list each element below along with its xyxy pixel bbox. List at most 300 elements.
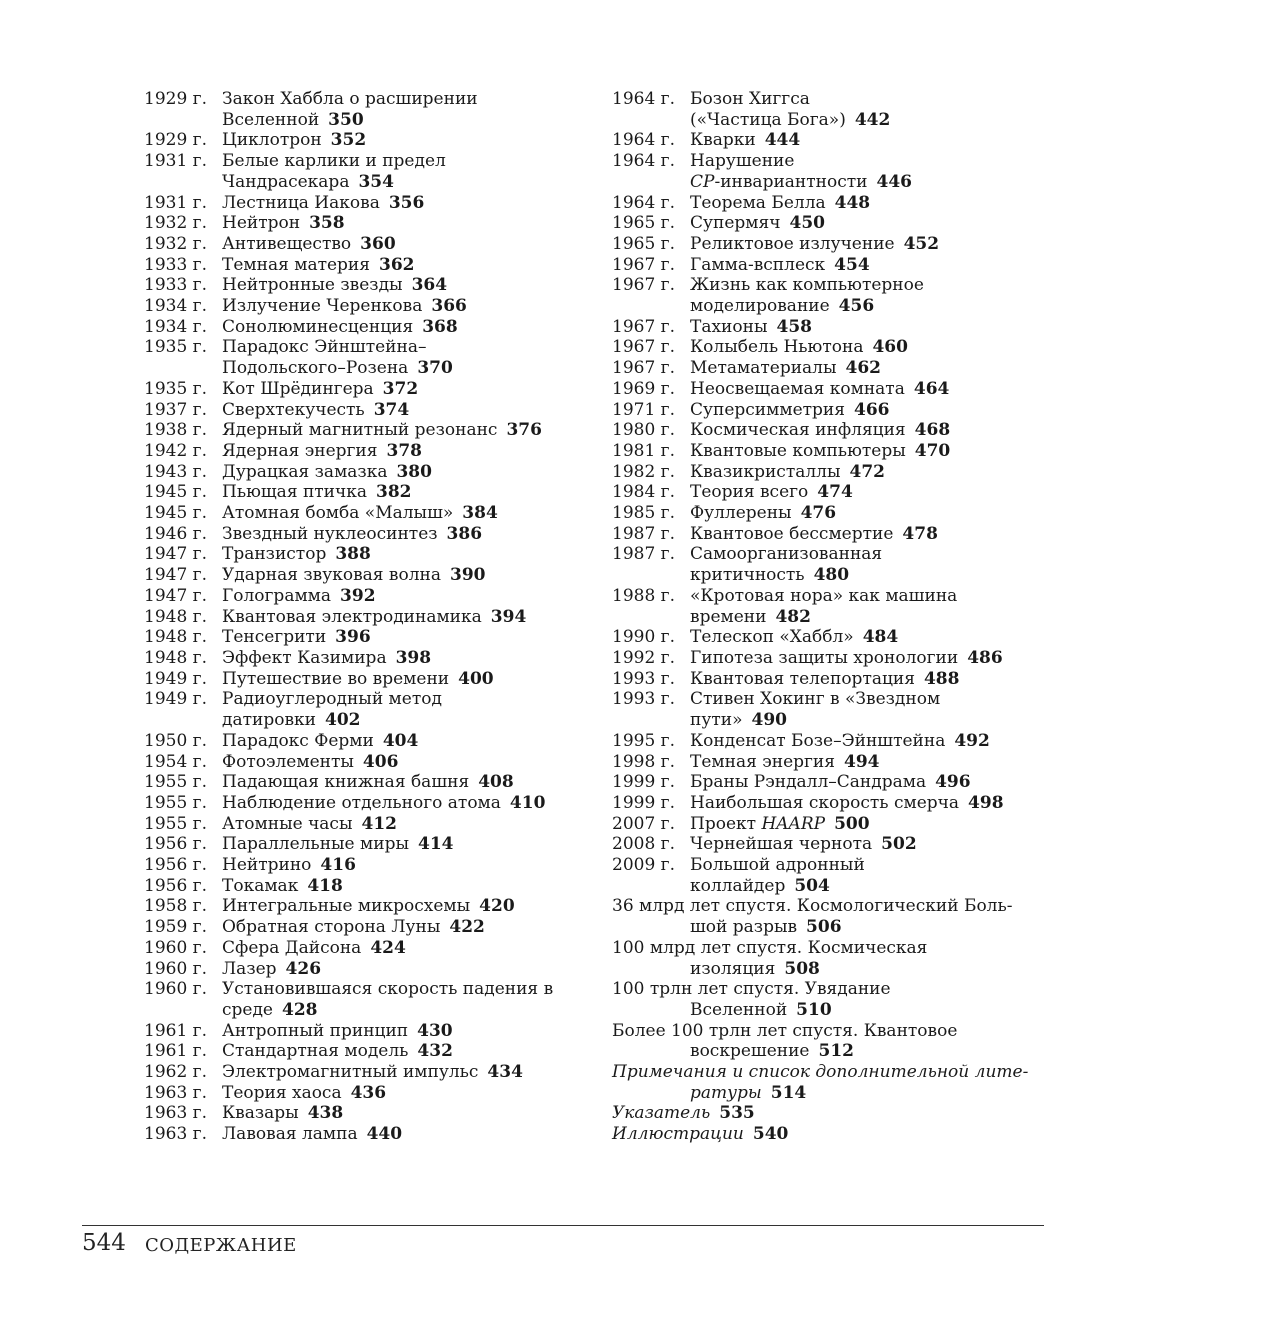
entry-page: 406 xyxy=(362,751,399,772)
entry-title-part: Нарушение xyxy=(690,151,795,172)
entry-page: 386 xyxy=(446,523,483,544)
footer-rule xyxy=(82,1225,1044,1226)
entry-title-block xyxy=(144,896,584,917)
entry-title-block xyxy=(612,482,1052,503)
entry-page: 418 xyxy=(307,875,343,896)
entry-page: 454 xyxy=(834,254,870,275)
toc-entry xyxy=(144,337,584,378)
toc-entry xyxy=(144,979,584,1020)
entry-title-block xyxy=(144,669,584,690)
entry-title: Звездный нуклеосинтез xyxy=(222,523,438,544)
entry-page: 438 xyxy=(307,1103,344,1124)
entry-title-block xyxy=(144,234,584,255)
entry-page: 398 xyxy=(395,647,432,668)
entry-title-block xyxy=(612,379,1052,400)
entry-title-block xyxy=(612,544,1052,585)
entry-page: 376 xyxy=(506,420,542,441)
entry-page: 360 xyxy=(360,233,396,254)
toc-entry xyxy=(144,296,584,317)
entry-page: 414 xyxy=(417,834,454,855)
entry-title: Стандартная модель xyxy=(222,1041,409,1062)
entry-title-block xyxy=(612,234,1052,255)
entry-title: Лавовая лампа xyxy=(222,1124,358,1145)
toc-entry xyxy=(144,607,584,628)
entry-title: Жизнь как компьютерное моделирование xyxy=(690,275,924,317)
entry-title: Более 100 трлн лет спустя. Квантовое воскрешение xyxy=(612,1020,958,1062)
entry-page: 535 xyxy=(719,1103,755,1124)
entry-page: 440 xyxy=(366,1124,403,1145)
entry-page: 402 xyxy=(324,710,361,731)
entry-year: 1971 г. xyxy=(612,399,675,420)
toc-entry xyxy=(612,462,1052,483)
entry-title-block xyxy=(144,1021,584,1042)
entry-year: 1981 г. xyxy=(612,440,675,461)
entry-year: 1943 г. xyxy=(144,461,207,482)
entry-title-block xyxy=(144,151,584,192)
entry-page: 466 xyxy=(853,399,890,420)
entry-year: 1947 г. xyxy=(144,565,207,586)
entry-title: Квазикристаллы xyxy=(690,461,841,482)
entry-page: 490 xyxy=(751,710,787,731)
entry-title: Квантовое бессмертие xyxy=(690,523,894,544)
entry-page: 496 xyxy=(935,772,971,793)
entry-title: Установившаяся скорость падения в среде xyxy=(222,979,554,1020)
toc-entry xyxy=(612,337,1052,358)
entry-title: Сонолюминесценция xyxy=(222,316,414,337)
toc-entry xyxy=(144,130,584,151)
toc-entry xyxy=(612,503,1052,524)
entry-title: Квантовая телепортация xyxy=(690,668,915,689)
entry-title-block xyxy=(612,793,1052,814)
toc-entry xyxy=(612,938,1052,979)
entry-year: 1964 г. xyxy=(612,89,675,109)
entry-title: Бозон Хиггса («Частица Бога») xyxy=(690,89,846,130)
entry-title-italic: Примечания и список дополнительной лите- ратуры xyxy=(612,1062,1029,1103)
entry-page: 498 xyxy=(968,792,1004,813)
entry-page: 352 xyxy=(330,130,367,151)
entry-page: 366 xyxy=(431,296,467,317)
entry-title: Квазары xyxy=(222,1103,299,1124)
entry-year: 1955 г. xyxy=(144,772,207,793)
entry-page: 446 xyxy=(876,171,912,192)
toc-entry xyxy=(612,1062,1052,1103)
toc-entry xyxy=(144,275,584,296)
entry-title: Теория всего xyxy=(690,482,809,503)
entry-title-part: Проект xyxy=(690,813,762,834)
entry-page: 460 xyxy=(872,337,908,358)
entry-year: 1956 г. xyxy=(144,875,207,896)
entry-page: 410 xyxy=(509,792,546,813)
entry-title-block xyxy=(144,1041,584,1062)
toc-entry xyxy=(144,1021,584,1042)
entry-year: 1948 г. xyxy=(144,627,207,648)
entry-title: Токамак xyxy=(222,875,299,896)
toc-entry xyxy=(612,834,1052,855)
entry-title: Нейтрино xyxy=(222,855,312,876)
entry-title: Конденсат Бозе–Эйнштейна xyxy=(690,730,946,751)
entry-title-block xyxy=(144,917,584,938)
entry-page: 416 xyxy=(320,855,356,876)
toc-entry xyxy=(612,193,1052,214)
entry-title: Сфера Дайсона xyxy=(222,937,362,958)
toc-entry xyxy=(612,317,1052,338)
toc-entry xyxy=(612,234,1052,255)
entry-year: 1956 г. xyxy=(144,834,207,855)
entry-title-italic: CP xyxy=(690,171,715,192)
entry-title-block xyxy=(144,462,584,483)
entry-title-italic: Указатель xyxy=(612,1103,711,1124)
entry-title: «Кротовая нора» как машина времени xyxy=(690,585,958,627)
entry-title-block xyxy=(612,814,1052,835)
entry-title-block xyxy=(612,255,1052,276)
entry-title: Интегральные микросхемы xyxy=(222,896,471,917)
toc-entry xyxy=(144,565,584,586)
entry-year: 1969 г. xyxy=(612,378,675,399)
entry-year: 1960 г. xyxy=(144,958,207,979)
entry-page: 384 xyxy=(462,503,498,524)
entry-page: 452 xyxy=(903,233,940,254)
entry-title-block xyxy=(612,400,1052,421)
entry-year: 1947 г. xyxy=(144,585,207,606)
entry-title: Излучение Черенкова xyxy=(222,296,423,317)
entry-year: 1955 г. xyxy=(144,813,207,834)
page-number: 544 xyxy=(82,1230,126,1256)
entry-page: 484 xyxy=(862,627,899,648)
entry-title: 36 млрд лет спустя. Космологический Боль- шой разрыв xyxy=(612,896,1013,938)
entry-title: Параллельные миры xyxy=(222,834,409,855)
entry-year: 1948 г. xyxy=(144,606,207,627)
entry-year: 1963 г. xyxy=(144,1082,207,1103)
entry-title: Большой адронный коллайдер xyxy=(690,855,865,896)
entry-title-block xyxy=(144,648,584,669)
entry-year: 1960 г. xyxy=(144,937,207,958)
entry-title: Фуллерены xyxy=(690,503,792,524)
toc-entry xyxy=(612,586,1052,627)
entry-title: Кот Шрёдингера xyxy=(222,378,374,399)
entry-year: 1950 г. xyxy=(144,730,207,751)
entry-title: Путешествие во времени xyxy=(222,668,450,689)
entry-page: 428 xyxy=(282,999,318,1020)
entry-title-block xyxy=(144,482,584,503)
entry-title: Нейтронные звезды xyxy=(222,275,403,296)
entry-page: 488 xyxy=(923,668,960,689)
entry-year: 1993 г. xyxy=(612,689,675,710)
entry-title: Пьющая птичка xyxy=(222,482,368,503)
entry-year: 1945 г. xyxy=(144,482,207,503)
entry-title-block xyxy=(144,420,584,441)
entry-year: 1965 г. xyxy=(612,233,675,254)
entry-title-block xyxy=(612,151,1052,192)
entry-title-block xyxy=(612,89,1052,130)
entry-year: 1993 г. xyxy=(612,668,675,689)
entry-year: 1963 г. xyxy=(144,1124,207,1145)
entry-title-block xyxy=(144,89,584,130)
entry-year: 1948 г. xyxy=(144,647,207,668)
entry-title: Атомная бомба «Малыш» xyxy=(222,503,454,524)
entry-title-block xyxy=(144,1124,584,1145)
entry-title-block xyxy=(144,731,584,752)
entry-title-block xyxy=(612,752,1052,773)
entry-title: Атомные часы xyxy=(222,813,353,834)
toc-entry xyxy=(612,213,1052,234)
entry-year: 1959 г. xyxy=(144,917,207,938)
toc-entry xyxy=(144,876,584,897)
entry-page: 444 xyxy=(764,130,801,151)
entry-title-block xyxy=(144,627,584,648)
toc-entry xyxy=(612,89,1052,130)
entry-year: 1963 г. xyxy=(144,1103,207,1124)
entry-page: 470 xyxy=(914,440,951,461)
entry-title-block xyxy=(612,855,1052,896)
entry-title-block xyxy=(144,876,584,897)
entry-year: 1931 г. xyxy=(144,151,207,172)
entry-year: 1949 г. xyxy=(144,668,207,689)
entry-title: Стивен Хокинг в «Звездном пути» xyxy=(690,689,941,731)
toc-entry xyxy=(144,1083,584,1104)
toc-entry xyxy=(144,213,584,234)
entry-year: 1988 г. xyxy=(612,585,675,606)
entry-title-block xyxy=(612,896,1052,937)
entry-title-block xyxy=(612,462,1052,483)
entry-page: 464 xyxy=(913,378,950,399)
toc-entry xyxy=(144,379,584,400)
entry-year: 1958 г. xyxy=(144,896,207,917)
entry-page: 494 xyxy=(843,751,880,772)
toc-entry xyxy=(612,979,1052,1020)
entry-page: 358 xyxy=(309,213,345,234)
entry-title-block xyxy=(612,1103,1052,1124)
entry-page: 408 xyxy=(478,772,514,793)
toc-entry xyxy=(144,689,584,730)
entry-title: Темная материя xyxy=(222,254,370,275)
entry-title-block xyxy=(612,1021,1052,1062)
toc-entry xyxy=(612,524,1052,545)
entry-year: 1999 г. xyxy=(612,772,675,793)
entry-page: 512 xyxy=(818,1041,854,1062)
entry-page: 380 xyxy=(396,461,432,482)
entry-title: Белые карлики и предел Чандрасекара xyxy=(222,151,446,192)
entry-year: 1995 г. xyxy=(612,730,675,751)
toc-entry xyxy=(144,731,584,752)
entry-title-block xyxy=(612,337,1052,358)
entry-year: 1967 г. xyxy=(612,254,675,275)
entry-page: 482 xyxy=(775,606,811,627)
entry-year: 1964 г. xyxy=(612,130,675,151)
entry-title: 100 трлн лет спустя. Увядание Вселенной xyxy=(612,979,891,1020)
entry-page: 502 xyxy=(881,834,917,855)
entry-page: 412 xyxy=(361,813,397,834)
toc-entry xyxy=(144,400,584,421)
entry-year: 1990 г. xyxy=(612,627,675,648)
entry-title: Метаматериалы xyxy=(690,358,837,379)
entry-page: 442 xyxy=(854,109,891,130)
entry-title-block xyxy=(144,1062,584,1083)
entry-title: Ядерная энергия xyxy=(222,440,378,461)
toc-entry xyxy=(612,130,1052,151)
toc-entry xyxy=(144,1041,584,1062)
entry-title-block xyxy=(612,648,1052,669)
toc-entry xyxy=(612,1124,1052,1145)
entry-page: 420 xyxy=(479,896,515,917)
entry-year: 2008 г. xyxy=(612,834,675,855)
entry-title: Закон Хаббла о расширении Вселенной xyxy=(222,89,478,130)
entry-title: Реликтовое излучение xyxy=(690,233,895,254)
entry-year: 1933 г. xyxy=(144,254,207,275)
entry-page: 390 xyxy=(449,565,486,586)
entry-title: Наибольшая скорость смерча xyxy=(690,792,960,813)
entry-title-block xyxy=(612,731,1052,752)
entry-year: 2007 г. xyxy=(612,813,675,834)
entry-title-block xyxy=(144,193,584,214)
entry-page: 350 xyxy=(328,109,364,130)
entry-title-block xyxy=(144,855,584,876)
toc-entry xyxy=(612,648,1052,669)
entry-year: 1967 г. xyxy=(612,337,675,358)
entry-title-block xyxy=(612,420,1052,441)
entry-title-block xyxy=(612,772,1052,793)
toc-entry xyxy=(612,420,1052,441)
entry-year: 1960 г. xyxy=(144,979,207,1000)
entry-year: 1987 г. xyxy=(612,544,675,565)
entry-title: Неосвещаемая комната xyxy=(690,378,905,399)
entry-title-block xyxy=(612,1062,1052,1103)
entry-title: Антивещество xyxy=(222,233,352,254)
entry-year: 2009 г. xyxy=(612,855,675,876)
entry-title-block xyxy=(144,544,584,565)
entry-year: 1932 г. xyxy=(144,233,207,254)
entry-title-block xyxy=(144,979,584,1020)
entry-title-block xyxy=(144,296,584,317)
entry-title-block xyxy=(144,337,584,378)
entry-title-block xyxy=(144,938,584,959)
entry-year: 1992 г. xyxy=(612,647,675,668)
entry-title: 100 млрд лет спустя. Космическая изоляция xyxy=(612,937,928,979)
entry-title: Антропный принцип xyxy=(222,1020,409,1041)
entry-title-part: -инвариантности xyxy=(714,171,868,192)
entry-year: 1965 г. xyxy=(612,213,675,234)
entry-page: 450 xyxy=(789,213,825,234)
entry-title: Самоорганизованная критичность xyxy=(690,544,883,586)
entry-title-block xyxy=(144,524,584,545)
entry-year: 1931 г. xyxy=(144,192,207,213)
toc-entry xyxy=(612,441,1052,462)
toc-entry xyxy=(612,752,1052,773)
entry-year: 1929 г. xyxy=(144,89,207,109)
entry-title: Ядерный магнитный резонанс xyxy=(222,420,498,441)
entry-year: 1984 г. xyxy=(612,482,675,503)
entry-title: Сверхтекучесть xyxy=(222,399,365,420)
entry-year: 1947 г. xyxy=(144,544,207,565)
entry-page: 448 xyxy=(834,192,871,213)
entry-title-block xyxy=(612,627,1052,648)
toc-entry xyxy=(144,1124,584,1145)
toc-entry xyxy=(144,959,584,980)
entry-page: 462 xyxy=(845,358,882,379)
entry-year: 1945 г. xyxy=(144,503,207,524)
entry-page: 472 xyxy=(849,461,885,482)
entry-title-block xyxy=(144,586,584,607)
entry-title-block xyxy=(144,959,584,980)
entry-year: 1934 г. xyxy=(144,296,207,317)
entry-title-block xyxy=(612,1124,1052,1145)
entry-year: 1933 г. xyxy=(144,275,207,296)
toc-entry xyxy=(144,669,584,690)
entry-year: 1935 г. xyxy=(144,378,207,399)
entry-page: 480 xyxy=(813,565,850,586)
entry-page: 400 xyxy=(458,668,494,689)
entry-title-block xyxy=(144,1103,584,1124)
entry-year: 1937 г. xyxy=(144,399,207,420)
entry-year: 1967 г. xyxy=(612,358,675,379)
toc-entry xyxy=(144,855,584,876)
entry-page: 422 xyxy=(449,917,485,938)
entry-title-block xyxy=(144,379,584,400)
entry-page: 456 xyxy=(838,296,875,317)
entry-year: 1964 г. xyxy=(612,151,675,172)
entry-page: 426 xyxy=(285,958,322,979)
toc-entry xyxy=(144,1062,584,1083)
entry-page: 508 xyxy=(784,958,820,979)
entry-title-block xyxy=(612,834,1052,855)
entry-title-block xyxy=(144,400,584,421)
toc-entry xyxy=(612,1021,1052,1062)
entry-title-block xyxy=(612,689,1052,730)
entry-page: 500 xyxy=(834,813,870,834)
entry-title-block xyxy=(612,669,1052,690)
entry-title-block xyxy=(144,607,584,628)
entry-title: Телескоп «Хаббл» xyxy=(690,627,854,648)
entry-page: 424 xyxy=(370,937,406,958)
entry-page: 430 xyxy=(417,1020,453,1041)
entry-title-block xyxy=(612,503,1052,524)
entry-year: 1964 г. xyxy=(612,192,675,213)
entry-title: Квантовые компьютеры xyxy=(690,440,906,461)
entry-title-block xyxy=(144,834,584,855)
toc-entry xyxy=(144,544,584,565)
entry-title-block xyxy=(144,752,584,773)
entry-title-block xyxy=(612,317,1052,338)
entry-page: 476 xyxy=(800,503,837,524)
toc-entry xyxy=(612,669,1052,690)
toc-entry xyxy=(612,358,1052,379)
toc-entry xyxy=(144,586,584,607)
entry-title-block xyxy=(144,441,584,462)
toc-entry xyxy=(612,482,1052,503)
entry-page: 382 xyxy=(376,482,412,503)
toc-entry xyxy=(144,482,584,503)
toc-entry xyxy=(612,275,1052,316)
entry-year: 1956 г. xyxy=(144,855,207,876)
entry-title-block xyxy=(144,772,584,793)
entry-title: Фотоэлементы xyxy=(222,751,354,772)
entry-title: Суперсимметрия xyxy=(690,399,845,420)
toc-right-column xyxy=(612,89,1052,1145)
entry-page: 458 xyxy=(776,316,812,337)
toc-entry xyxy=(144,524,584,545)
entry-year: 1949 г. xyxy=(144,689,207,710)
entry-page: 368 xyxy=(422,316,458,337)
toc-entry xyxy=(144,462,584,483)
entry-title: Падающая книжная башня xyxy=(222,772,470,793)
entry-page: 388 xyxy=(335,544,371,565)
entry-page: 510 xyxy=(796,999,832,1020)
entry-title: Транзистор xyxy=(222,544,327,565)
toc-entry xyxy=(612,544,1052,585)
entry-title-block xyxy=(144,1083,584,1104)
entry-title: Супермяч xyxy=(690,213,781,234)
entry-page: 436 xyxy=(350,1082,387,1103)
entry-year: 1932 г. xyxy=(144,213,207,234)
